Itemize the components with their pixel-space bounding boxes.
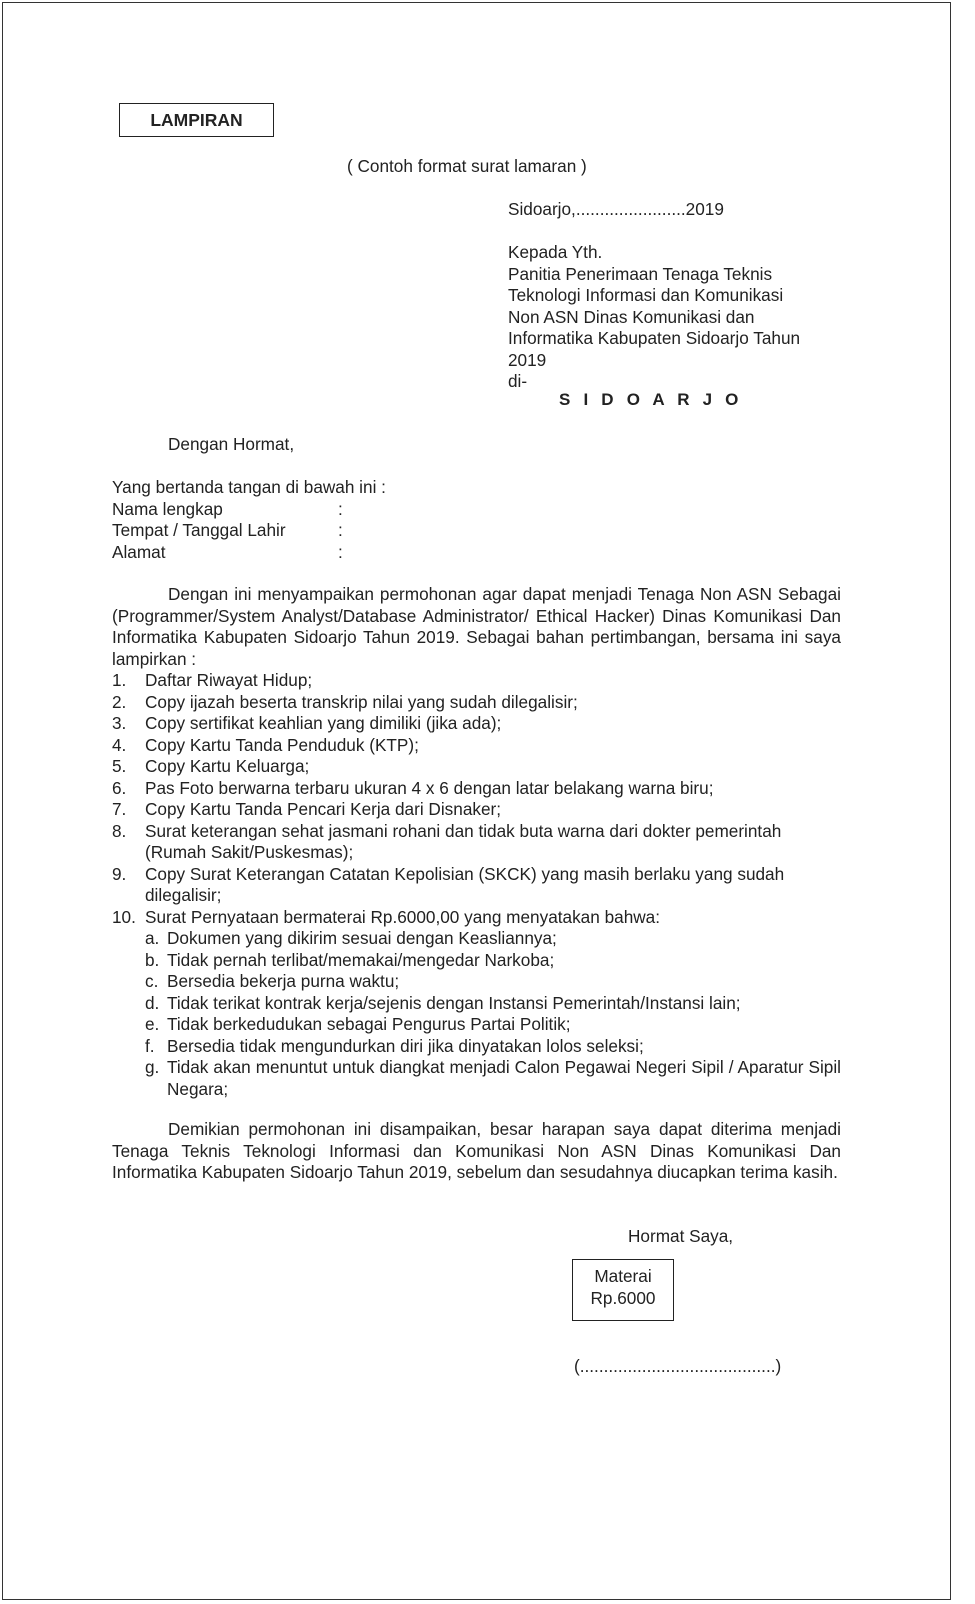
signature-name-line: (.........................................) (574, 1356, 782, 1376)
recipient-line: Panitia Penerimaan Tenaga Teknis (508, 263, 773, 284)
recipient-line: Kepada Yth. (508, 242, 603, 262)
list-item: 6. Pas Foto berwarna terbaru ukuran 4 x 6 dengan latar belakang warna biru; (112, 777, 714, 798)
greeting: Dengan Hormat, (168, 434, 295, 454)
signer-fields (112, 477, 841, 563)
recipient-address (508, 242, 848, 393)
lampiran-label: LAMPIRAN (119, 103, 274, 137)
list-item: 3. Copy sertifikat keahlian yang dimiliki (jika ada); (112, 713, 502, 733)
list-item: 8. Surat keterangan sehat jasmani rohani dan tidak buta warna dari dokter pemerintah (Rumah Sakit/Puskesmas); (112, 820, 782, 862)
recipient-city: S I D O A R J O (559, 390, 743, 409)
field-label: Alamat (112, 541, 166, 562)
recipient-line: Informatika Kabupaten Sidoarjo Tahun (508, 328, 801, 348)
list-item: 1. Daftar Riwayat Hidup; (112, 670, 313, 690)
closing-salutation: Hormat Saya, (628, 1226, 734, 1246)
list-item: f. Bersedia tidak mengundurkan diri jika dinyatakan lolos seleksi; (145, 1035, 644, 1056)
list-item: 5. Copy Kartu Keluarga; (112, 756, 310, 776)
list-item: 4. Copy Kartu Tanda Penduduk (KTP); (112, 734, 419, 755)
list-item: a. Dokumen yang dikirim sesuai dengan Keasliannya; (145, 928, 557, 948)
list-item: 9. Copy Surat Keterangan Catatan Kepolisian (SKCK) yang masih berlaku yang sudah dilegalisir; (112, 863, 785, 905)
materai-label: Materai (594, 1266, 652, 1286)
field-separator: : (338, 498, 343, 519)
place-date: Sidoarjo,.......................2019 (508, 199, 724, 219)
recipient-line: Teknologi Informasi dan Komunikasi (508, 285, 784, 305)
materai-amount: Rp.6000 (590, 1287, 656, 1308)
field-label: Tempat / Tanggal Lahir (112, 520, 286, 540)
field-nama (112, 499, 841, 521)
list-item: d. Tidak terikat kontrak kerja/sejenis dengan Instansi Pemerintah/Instansi lain; (145, 992, 741, 1013)
list-item: b. Tidak pernah terlibat/memakai/mengedar Narkoba; (145, 949, 555, 970)
request-section (112, 584, 841, 1100)
field-alamat (112, 542, 841, 564)
request-paragraph: Dengan ini menyampaikan permohonan agar dapat menjadi Tenaga Non ASN Sebagai (Programmer/System Analyst/Database Administrator/ Ethical Hacker) Dinas Komunikasi Dan Informatika Kabupaten Sidoarjo Tahun 2019. Sebagai bahan pertimbangan, bersama ini saya lampirkan : (112, 584, 841, 669)
field-ttl (112, 520, 841, 542)
field-label: Nama lengkap (112, 498, 223, 519)
field-separator: : (338, 541, 343, 562)
field-separator: : (338, 520, 343, 540)
list-item: e. Tidak berkedudukan sebagai Pengurus Partai Politik; (145, 1014, 571, 1034)
signer-intro: Yang bertanda tangan di bawah ini : (112, 477, 386, 497)
list-item: 7. Copy Kartu Tanda Pencari Kerja dari Disnaker; (112, 799, 502, 819)
list-item: g. Tidak akan menuntut untuk diangkat menjadi Calon Pegawai Negeri Sipil / Aparatur Sipil Negara; (145, 1057, 841, 1099)
materai-stamp-box (572, 1259, 674, 1321)
recipient-line: 2019 (508, 349, 547, 370)
recipient-line: di- (508, 371, 528, 391)
list-item: c. Bersedia bekerja purna waktu; (145, 971, 400, 991)
format-subtitle: ( Contoh format surat lamaran ) (347, 156, 587, 176)
attachment-list (112, 670, 841, 928)
list-item: 2. Copy ijazah beserta transkrip nilai yang sudah dilegalisir; (112, 691, 578, 712)
closing-paragraph: Demikian permohonan ini disampaikan, besar harapan saya dapat diterima menjadi Tenaga Teknis Teknologi Informasi dan Komunikasi Non ASN Dinas Komunikasi Dan Informatika Kabupaten Sidoarjo Tahun 2019, sebelum dan sesudahnya diucapkan terima kasih. (112, 1119, 841, 1182)
recipient-line: Non ASN Dinas Komunikasi dan (508, 306, 755, 327)
list-item: 10. Surat Pernyataan bermaterai Rp.6000,00 yang menyatakan bahwa: (112, 906, 660, 927)
statement-list (112, 928, 841, 1100)
